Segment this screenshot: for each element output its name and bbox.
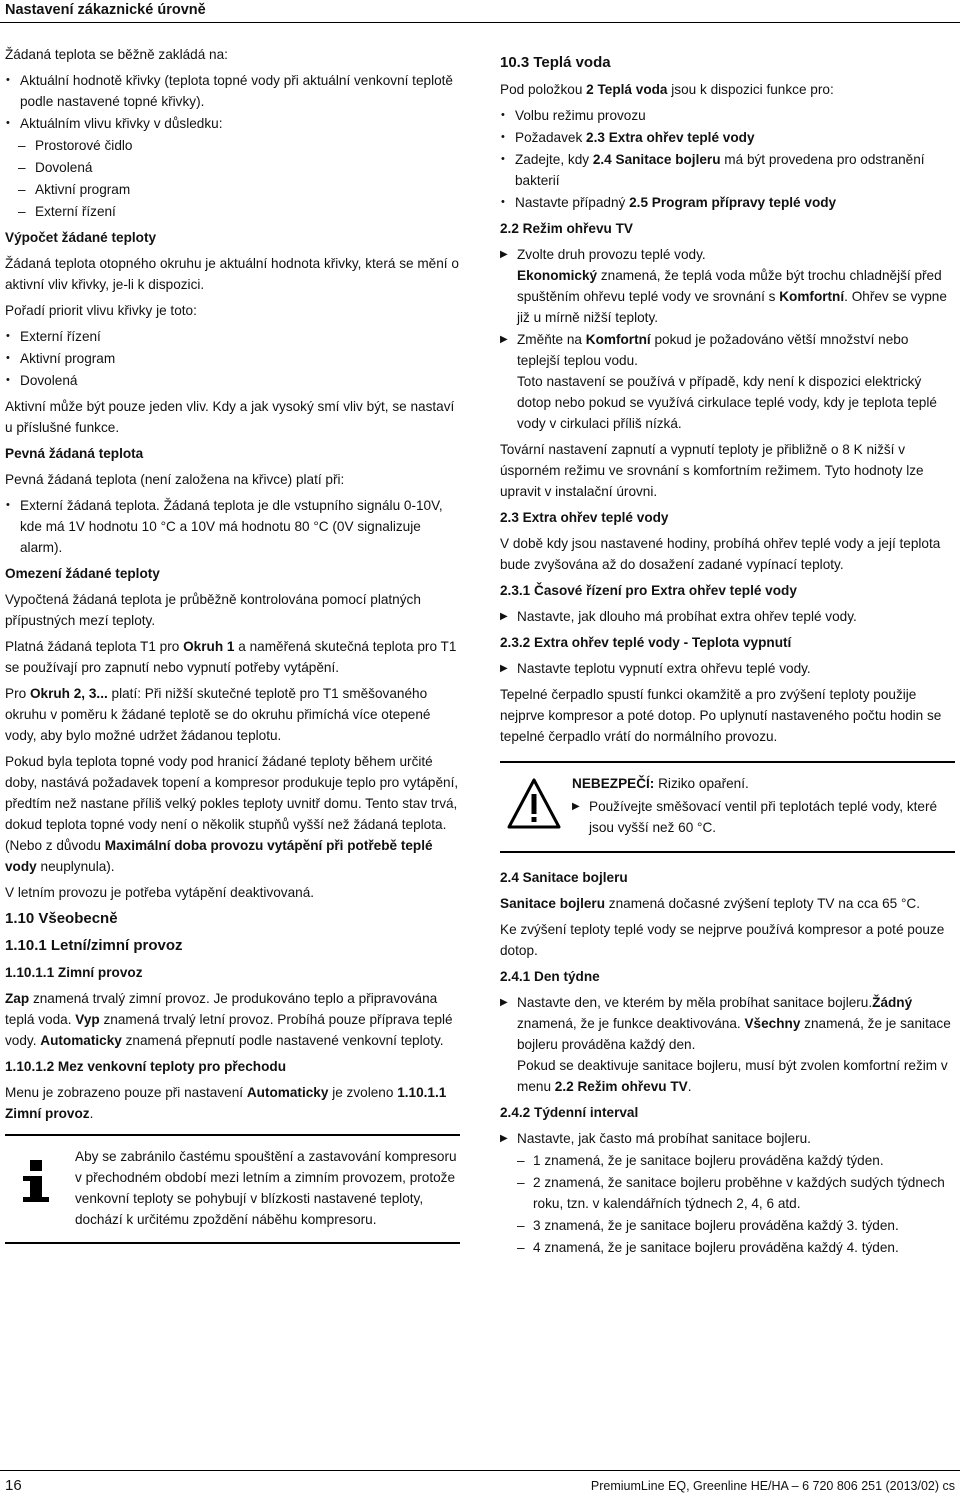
paragraph: Pořadí priorit vlivu křivky je toto:: [5, 303, 197, 318]
list-item: • Nastavte případný 2.5 Program přípravy teplé vody: [500, 192, 955, 213]
section-heading: 2.3 Extra ohřev teplé vody: [500, 510, 669, 525]
list-item: • Externí žádaná teplota. Žádaná teplota je dle vstupního signálu 0-10V, kde má 1V hodnotu 10 °C a 10V má hodnotu 80 °C (0V signalizuje alarm).: [5, 495, 460, 558]
list-item: – 3 znamená, že je sanitace bojleru prováděna každý 3. týden.: [500, 1215, 955, 1236]
warning-title: NEBEZPEČÍ: Riziko opaření.: [572, 776, 749, 791]
section-heading: 2.2 Režim ohřevu TV: [500, 221, 633, 236]
paragraph: Pevná žádaná teplota (není založena na křivce) platí při:: [5, 472, 345, 487]
action-item: ▶ Nastavte teplotu vypnutí extra ohřevu teplé vody.: [500, 658, 955, 679]
list-item: – Dovolená: [5, 157, 460, 178]
section-heading: 1.10.1.2 Mez venkovní teploty pro přechodu: [5, 1059, 287, 1074]
list-item: – 2 znamená, že sanitace bojleru proběhne v každých sudých týdnech roku, tzn. v kalendářních týdnech 2, 4, 6 atd.: [500, 1172, 955, 1214]
action-item: ▶ Nastavte, jak často má probíhat sanitace bojleru.: [500, 1128, 955, 1149]
info-text: Aby se zabránilo častému spouštění a zastavování kompresoru v přechodném období mezi letním a zimním provozem, protože venkovní teploty se pohybují v blízkosti nastavené teploty, dochází k určitému zpoždění náběhu kompresoru.: [75, 1149, 457, 1227]
section-heading: Výpočet žádané teploty: [5, 230, 157, 245]
paragraph: Tepelné čerpadlo spustí funkci okamžitě a pro zvýšení teploty použije nejprve kompresor a poté dotop. Po uplynutí nastaveného počtu hodin se tepelné čerpadlo vrátí do normálního provozu.: [500, 687, 942, 744]
danger-warning: [500, 761, 955, 853]
list-item: – Aktivní program: [5, 179, 460, 200]
function-list: [500, 105, 955, 213]
document-id: PremiumLine EQ, Greenline HE/HA – 6 720 806 251 (2013/02) cs: [590, 1479, 955, 1493]
list-item: • Aktuálním vlivu křivky v důsledku:: [5, 113, 460, 134]
header-rule: [0, 22, 960, 23]
action-item: ▶ Nastavte den, ve kterém by měla probíhat sanitace bojleru.Žádný znamená, že je funkce deaktivována. Všechny znamená, že je sanitace bojleru prováděna každý den. Pokud se deaktivuje sanitace bojleru, musí být zvolen komfortní režim v menu 2.2 Režim ohřevu TV.: [500, 992, 955, 1097]
paragraph: V době kdy jsou nastavené hodiny, probíhá ohřev teplé vody a její teplota bude zvyšována až do dosažení zadané vypínací teploty.: [500, 536, 941, 572]
list-item: • Volbu režimu provozu: [500, 105, 955, 126]
paragraph: Pokud byla teplota topné vody pod hranicí žádané teploty během určité doby, nastává požadavek topení a kompresor produkuje teplo pro vytápění, předtím než nastane příliš velký pokles teploty uvnitř domu. Tento stav trvá, dokud teplota topné vody není o několik stupňů vyšší než žádaná teplota. (Nebo z důvodu Maximální doba provozu vytápění při potřebě teplé vody neuplynula).: [5, 754, 459, 874]
list-item: • Dovolená: [5, 370, 460, 391]
paragraph: Sanitace bojleru znamená dočasné zvýšení teploty TV na cca 65 °C.: [500, 896, 921, 911]
paragraph: Žádaná teplota otopného okruhu je aktuální hodnota křivky, která se mění o aktivní vliv křivky, je-li k dispozici.: [5, 256, 459, 292]
list-item: • Aktivní program: [5, 348, 460, 369]
list-item: • Externí řízení: [5, 326, 460, 347]
list-item: • Požadavek 2.3 Extra ohřev teplé vody: [500, 127, 955, 148]
section-heading: 2.4.2 Týdenní interval: [500, 1105, 639, 1120]
action-item: ▶ Změňte na Komfortní pokud je požadováno větší množství nebo teplejší teplou vodu. Toto nastavení se používá v případě, kdy není k dispozici elektrický dotop nebo pokud se využívá cirkulace teplé vody, kdy je teplota teplé vody v cirkulaci příliš nízká.: [500, 329, 955, 434]
page-header-title: Nastavení zákaznické úrovně: [5, 2, 206, 18]
list-item: – 4 znamená, že je sanitace bojleru prováděna každý 4. týden.: [500, 1237, 955, 1258]
priority-list: [5, 326, 460, 391]
section-heading: 1.10.1.1 Zimní provoz: [5, 965, 143, 980]
section-heading: 2.4.1 Den týdne: [500, 969, 600, 984]
paragraph: Platná žádaná teplota T1 pro Okruh 1 a naměřená skutečná teplota pro T1 se používají pro zapnutí nebo vypnutí potřeby vytápění.: [5, 639, 457, 675]
action-list: [500, 606, 955, 627]
section-heading: Omezení žádané teploty: [5, 566, 160, 581]
paragraph: Vypočtená žádaná teplota je průběžně kontrolována pomocí platných přípustných mezí teploty.: [5, 592, 421, 628]
section-heading: 2.4 Sanitace bojleru: [500, 870, 628, 885]
section-heading: 1.10 Všeobecně: [5, 910, 118, 927]
section-heading: 10.3 Teplá voda: [500, 54, 611, 71]
section-heading: 2.3.2 Extra ohřev teplé vody - Teplota vypnutí: [500, 635, 792, 650]
list-item: – Externí řízení: [5, 201, 460, 222]
paragraph: V letním provozu je potřeba vytápění deaktivovaná.: [5, 885, 315, 900]
left-column: [5, 44, 460, 1244]
action-item: ▶ Zvolte druh provozu teplé vody. Ekonomický znamená, že teplá voda může být trochu chladnější před spuštěním ohřevu teplé vody ve srovnání s Komfortní. Ohřev se vypne již u mírně nižší teploty.: [500, 244, 955, 328]
info-notice: [5, 1134, 460, 1244]
action-item: ▶ Používejte směšovací ventil při teplotách teplé vody, které jsou vyšší než 60 °C.: [572, 796, 955, 838]
intro-text: Žádaná teplota se běžně zakládá na:: [5, 47, 228, 62]
paragraph: Ke zvýšení teploty teplé vody se nejprve používá kompresor a poté pouze dotop.: [500, 922, 945, 958]
list-item: – Prostorové čidlo: [5, 135, 460, 156]
list-item: – 1 znamená, že je sanitace bojleru prováděna každý týden.: [500, 1150, 955, 1171]
paragraph: Zap znamená trvalý zimní provoz. Je produkováno teplo a připravována teplá voda. Vyp znamená trvalý letní provoz. Probíhá pouze příprava teplé vody. Automaticky znamená přepnutí podle nastavené venkovní teploty.: [5, 991, 453, 1048]
section-heading: Pevná žádaná teplota: [5, 446, 144, 461]
info-icon: [13, 1158, 59, 1204]
paragraph: Pod položkou 2 Teplá voda jsou k dispozici funkce pro:: [500, 82, 834, 97]
paragraph: Pro Okruh 2, 3... platí: Při nižší skutečné teplotě pro T1 směšovaného okruhu v poměru k žádané teplotě se do okruhu přimíchá více otepené vody, aby bylo možné udržet žádanou teplotu.: [5, 686, 431, 743]
interval-list: [500, 1128, 955, 1258]
warning-triangle-icon: [506, 777, 562, 831]
fixed-list: [5, 495, 460, 558]
warning-actions: [572, 796, 955, 838]
action-item: ▶ Nastavte, jak dlouho má probíhat extra ohřev teplé vody.: [500, 606, 955, 627]
intro-list: [5, 70, 460, 222]
list-item: • Aktuální hodnotě křivky (teplota topné vody při aktuální venkovní teplotě podle nastavené topné křivky).: [5, 70, 460, 112]
right-column: [500, 52, 955, 1263]
paragraph: Aktivní může být pouze jeden vliv. Kdy a jak vysoký smí vliv být, se nastaví u příslušné funkce.: [5, 399, 455, 435]
action-list: [500, 992, 955, 1097]
footer-rule: [0, 1470, 960, 1471]
list-item: • Zadejte, kdy 2.4 Sanitace bojleru má být provedena pro odstranění bakterií: [500, 149, 955, 191]
paragraph: Tovární nastavení zapnutí a vypnutí teploty je přibližně o 8 K nižší v úsporném režimu ve srovnání s komfortním režimem. Tyto hodnoty lze upravit v instalační úrovni.: [500, 442, 924, 499]
action-list: [500, 244, 955, 434]
paragraph: Menu je zobrazeno pouze při nastavení Automaticky je zvoleno 1.10.1.1 Zimní provoz.: [5, 1085, 447, 1121]
section-heading: 2.3.1 Časové řízení pro Extra ohřev teplé vody: [500, 583, 797, 598]
section-heading: 1.10.1 Letní/zimní provoz: [5, 937, 183, 954]
page-number: 16: [5, 1477, 22, 1494]
action-list: [500, 658, 955, 679]
